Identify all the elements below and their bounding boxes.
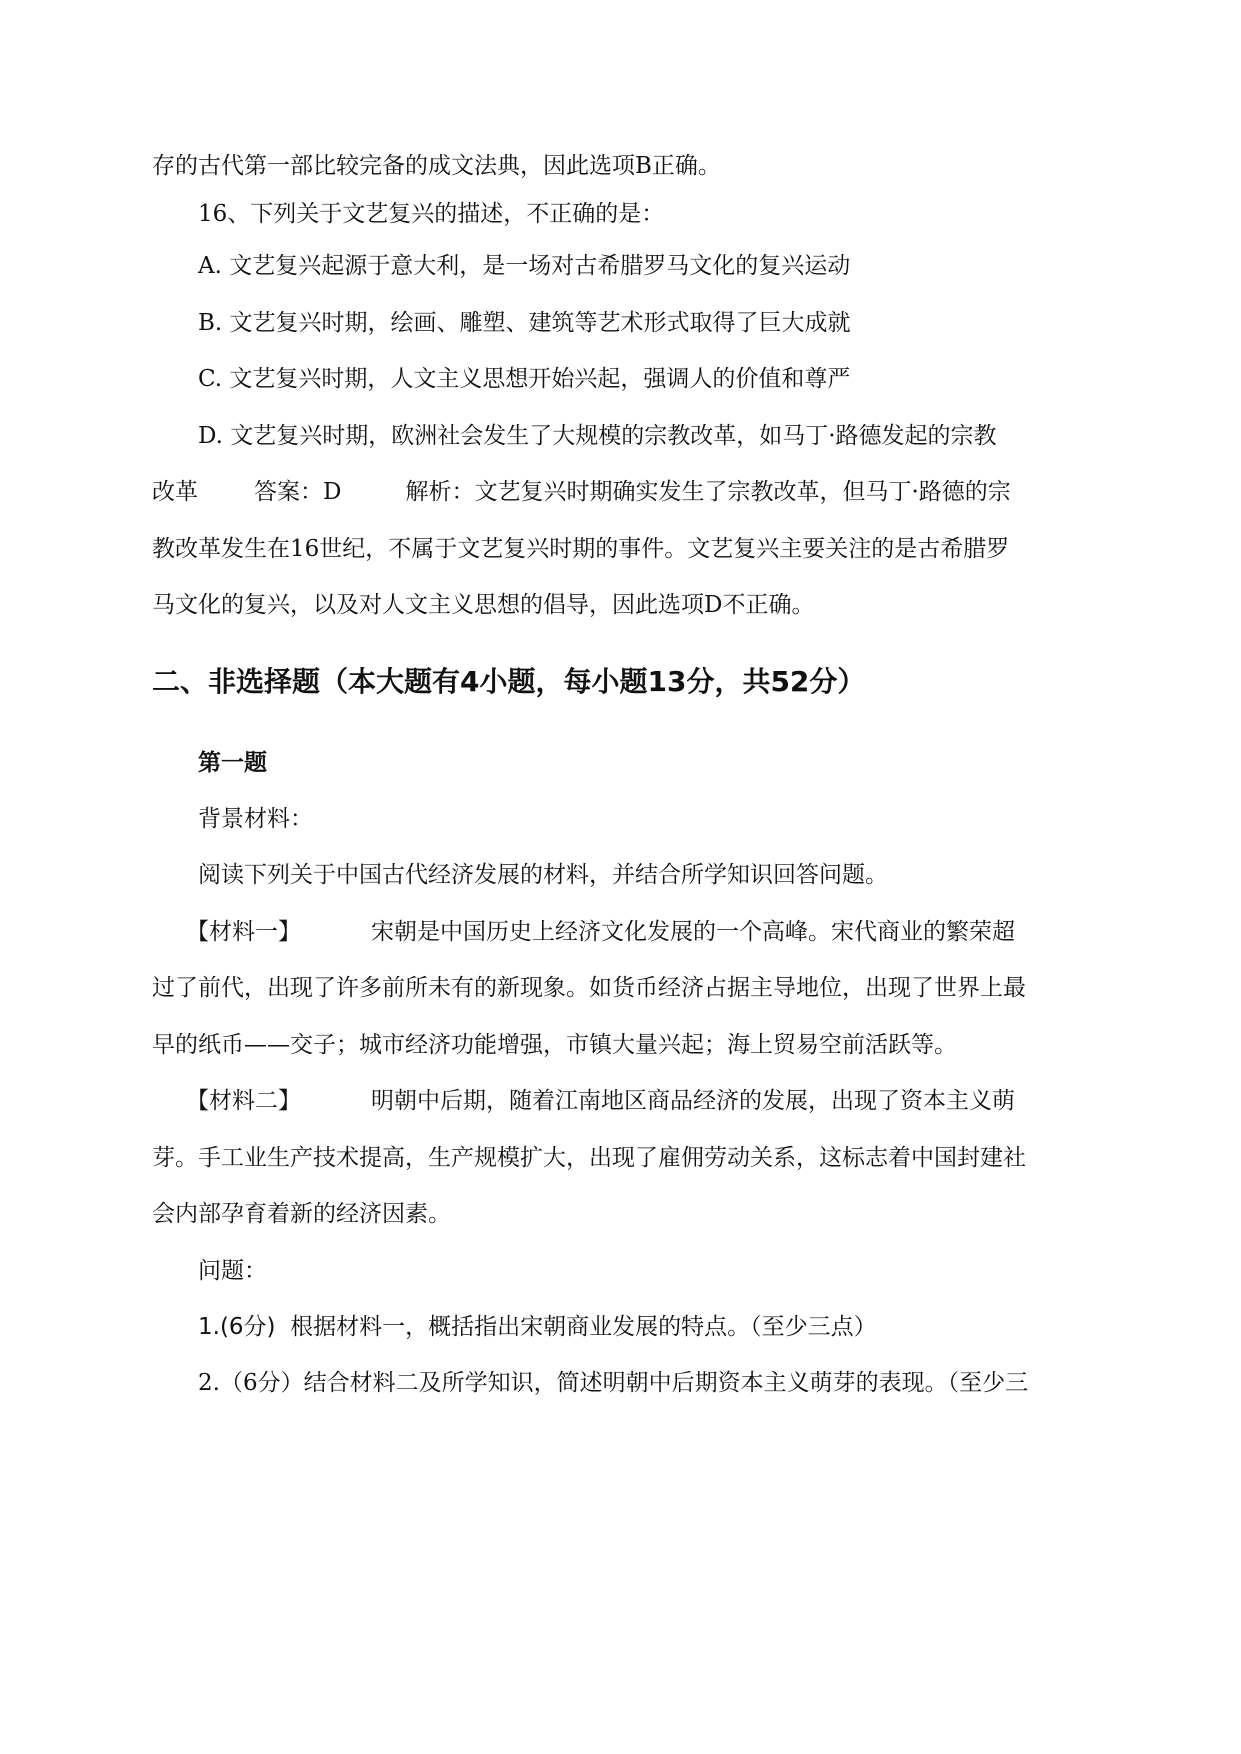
question-2: 2.（6分）结合材料二及所学知识，简述明朝中后期资本主义萌芽的表现。（至少三 [198, 1370, 1029, 1396]
explanation-line: 马文化的复兴，以及对人文主义思想的倡导，因此选项D不正确。 [152, 592, 815, 618]
material-one-line: 早的纸币——交子；城市经济功能增强，市镇大量兴起；海上贸易空前活跃等。 [152, 1032, 957, 1058]
material-one-line: 过了前代，出现了许多前所未有的新现象。如货币经济占据主导地位，出现了世界上最 [152, 975, 1026, 1001]
question-1-text: 根据材料一，概括指出宋朝商业发展的特点。（至少三点） [290, 1314, 877, 1340]
material-two-line [186, 1085, 1015, 1117]
text-line: 存的古代第一部比较完备的成文法典，因此选项B正确。 [152, 153, 721, 179]
material-one-label: 【材料一】 [186, 919, 301, 945]
section-heading: 二、非选择题（本大题有4小题，每小题13分，共52分） [152, 665, 866, 698]
material-two-text: 明朝中后期，随着江南地区商品经济的发展，出现了资本主义萌 [371, 1088, 1015, 1114]
explanation-start: 解析：文艺复兴时期确实发生了宗教改革，但马丁·路德的宗 [405, 479, 1011, 505]
material-two-line: 会内部孕育着新的经济因素。 [152, 1201, 451, 1227]
material-two-line: 芽。手工业生产技术提高，生产规模扩大，出现了雇佣劳动关系，这标志着中国封建社 [152, 1145, 1026, 1171]
material-one-line [186, 916, 1015, 948]
question-16-stem: 16、下列关于文艺复兴的描述，不正确的是： [198, 201, 665, 227]
explanation-line: 教改革发生在16世纪，不属于文艺复兴时期的事件。文艺复兴主要关注的是古希腊罗 [152, 536, 1010, 562]
option-b: B. 文艺复兴时期，绘画、雕塑、建筑等艺术形式取得了巨大成就 [198, 310, 851, 336]
material-one-text: 宋朝是中国历史上经济文化发展的一个高峰。宋代商业的繁荣超 [371, 919, 1015, 945]
option-c: C. 文艺复兴时期，人文主义思想开始兴起，强调人的价值和尊严 [198, 366, 851, 392]
question-title: 第一题 [198, 750, 267, 776]
option-d: D. 文艺复兴时期，欧洲社会发生了大规模的宗教改革，如马丁·路德发起的宗教 [198, 423, 997, 449]
question-1-points: 1.(6分) [198, 1314, 276, 1340]
option-d-continuation: 改革 [152, 479, 198, 505]
questions-label: 问题： [198, 1258, 267, 1284]
answer: 答案：D [254, 479, 342, 505]
option-a: A. 文艺复兴起源于意大利，是一场对古希腊罗马文化的复兴运动 [198, 253, 851, 279]
intro-text: 阅读下列关于中国古代经济发展的材料，并结合所学知识回答问题。 [198, 862, 888, 888]
answer-line [152, 476, 1011, 508]
background-label: 背景材料： [198, 806, 313, 832]
material-two-label: 【材料二】 [186, 1088, 301, 1114]
question-1 [198, 1311, 877, 1343]
